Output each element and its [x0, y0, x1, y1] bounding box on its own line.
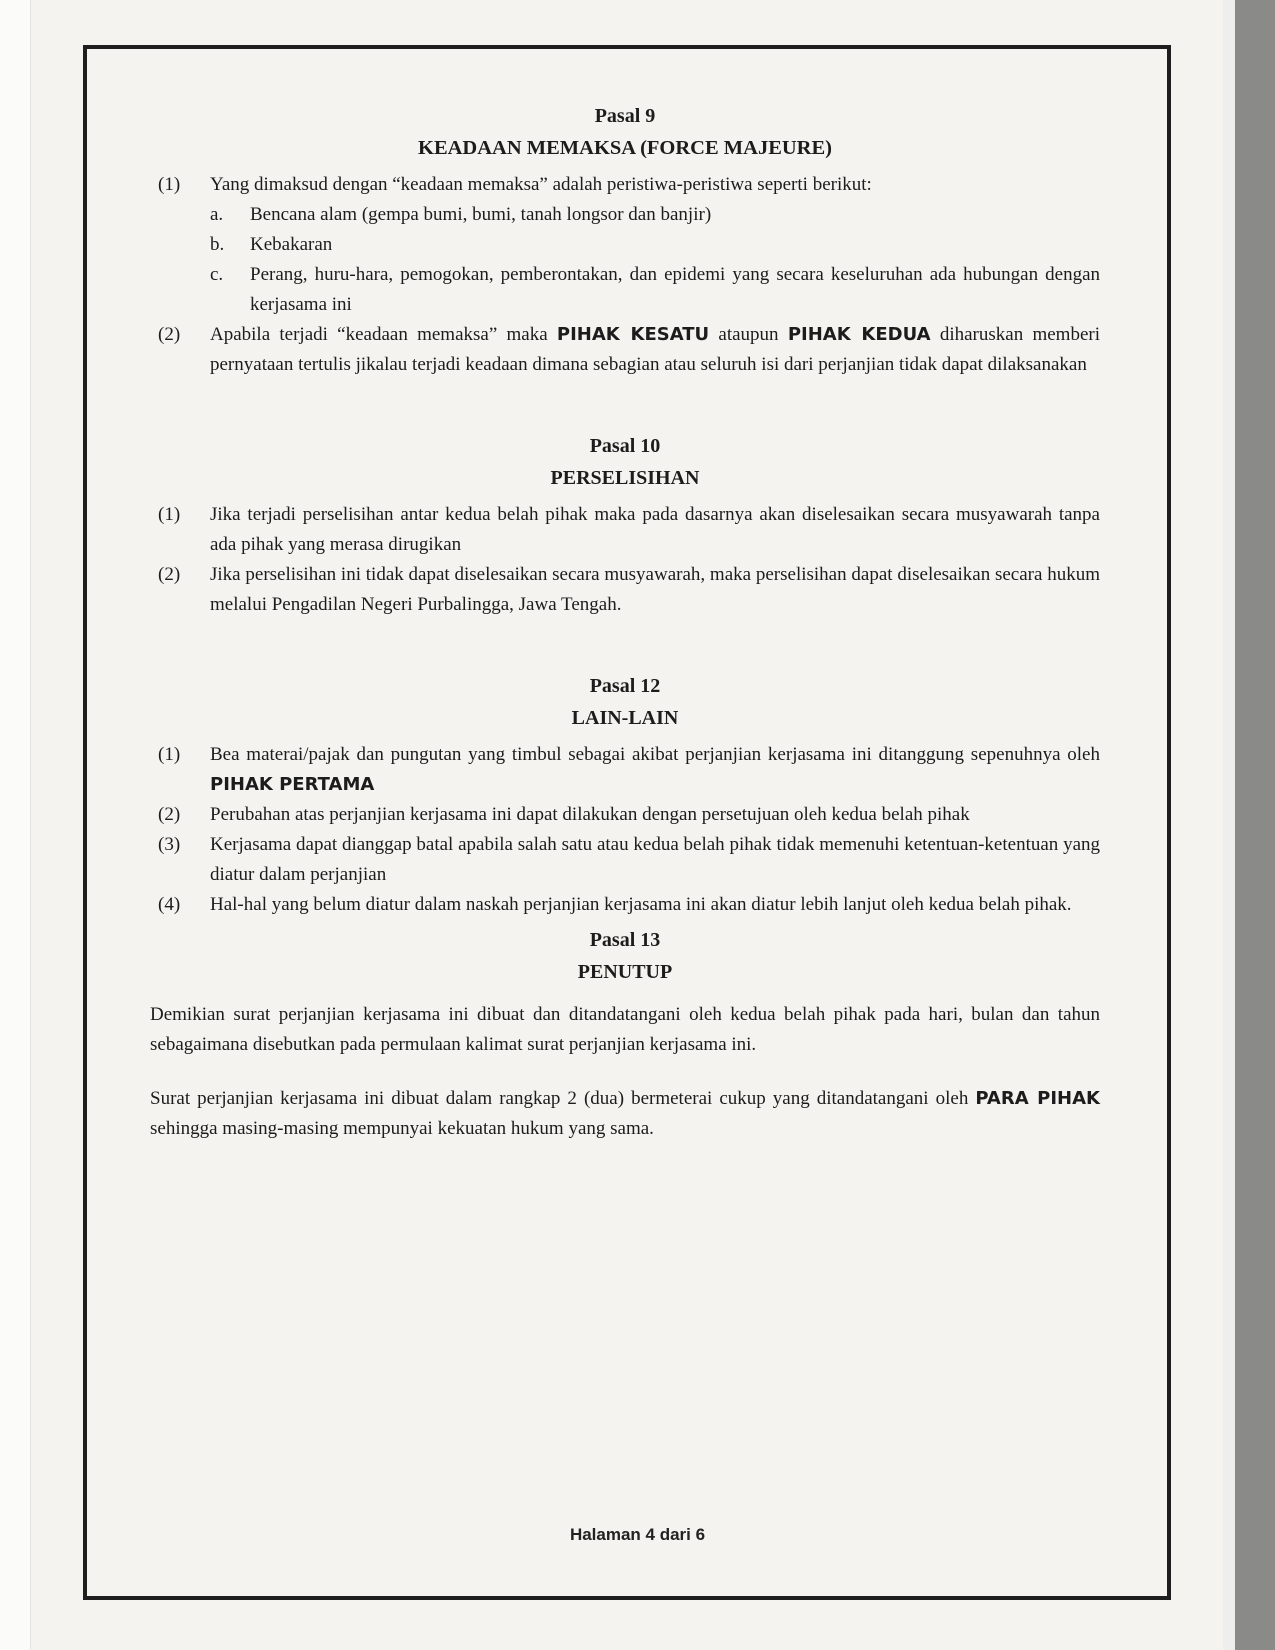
sub-letter: b. — [210, 234, 225, 255]
pasal-10-items — [150, 500, 1100, 620]
pasal-12-item-2 — [150, 800, 1100, 830]
closing-paragraph-1: Demikian surat perjanjian kerjasama ini dibuat dan ditandatangani oleh kedua belah pihak pada hari, bulan dan tahun sebagaimana disebutkan pada permulaan kalimat surat perjanjian kerjasama ini. — [150, 1004, 1100, 1055]
item-number: (2) — [158, 564, 181, 585]
sub-letter: c. — [210, 264, 224, 285]
item-text: Yang dimaksud dengan “keadaan memaksa” adalah peristiwa-peristiwa seperti berikut: — [210, 174, 872, 195]
pasal-12-item-4 — [150, 890, 1100, 920]
item-number: (3) — [158, 834, 181, 855]
pasal-9-sub-c — [210, 260, 1100, 320]
item-text-part: ataupun — [709, 324, 788, 345]
item-text-part: diharuskan memberi pernyataan tertulis jikalau terjadi keadaan dimana sebagian atau seluruh isi dari perjanjian tidak dapat dilaksanakan — [210, 324, 1100, 375]
item-text: Jika terjadi perselisihan antar kedua belah pihak maka pada dasarnya akan diselesaikan secara musyawarah tanpa ada pihak yang merasa dirugikan — [210, 504, 1100, 555]
item-text-part: Bea materai/pajak dan pungutan yang timbul sebagai akibat perjanjian kerjasama ini ditanggung sepenuhnya oleh — [210, 744, 1100, 765]
item-text: Perubahan atas perjanjian kerjasama ini dapat dilakukan dengan persetujuan oleh kedua belah pihak — [210, 804, 970, 825]
item-text: Hal-hal yang belum diatur dalam naskah perjanjian kerjasama ini akan diatur lebih lanjut oleh kedua belah pihak. — [210, 894, 1072, 915]
item-text — [210, 320, 1100, 380]
item-text-part: Apabila terjadi “keadaan memaksa” maka — [210, 324, 557, 345]
section-pasal-9 — [150, 100, 1100, 380]
item-number: (2) — [158, 324, 181, 345]
page-number: Halaman 4 dari 6 — [569, 1525, 706, 1544]
pasal-9-item-2 — [150, 320, 1100, 380]
sub-text: Perang, huru-hara, pemogokan, pemberontakan, dan epidemi yang secara keseluruhan ada hubungan dengan kerjasama ini — [250, 264, 1100, 315]
sub-text: Bencana alam (gempa bumi, bumi, tanah longsor dan banjir) — [250, 204, 712, 225]
party-name: PIHAK KESATU — [556, 324, 710, 345]
item-text: Kerjasama dapat dianggap batal apabila salah satu atau kedua belah pihak tidak memenuhi ketentuan-ketentuan yang diatur dalam perjanjian — [210, 834, 1100, 885]
pasal-12-item-1 — [150, 740, 1100, 800]
pasal-12-items — [150, 740, 1100, 920]
section-pasal-10 — [150, 430, 1100, 620]
item-number: (1) — [158, 744, 181, 765]
sub-letter: a. — [210, 204, 224, 225]
pasal-12-title: Pasal 12 — [589, 675, 661, 697]
scan-edge-left — [0, 0, 31, 1650]
section-pasal-13 — [150, 924, 1100, 1144]
item-text: Jika perselisihan ini tidak dapat diselesaikan secara musyawarah, maka perselisihan dapat diselesaikan secara hukum melalui Pengadilan Negeri Purbalingga, Jawa Tengah. — [210, 564, 1100, 615]
pasal-9-items — [150, 170, 1100, 380]
pasal-10-subtitle: PERSELISIHAN — [550, 467, 700, 489]
pasal-10-item-1 — [150, 500, 1100, 560]
item-number: (1) — [158, 504, 181, 525]
item-number: (2) — [158, 804, 181, 825]
paragraph-text-part: sehingga masing-masing mempunyai kekuatan hukum yang sama. — [150, 1118, 654, 1139]
pasal-13-subtitle: PENUTUP — [577, 961, 673, 983]
pasal-9-item-1 — [150, 170, 1100, 200]
item-number: (1) — [158, 174, 181, 195]
pasal-10-item-2 — [150, 560, 1100, 620]
paragraph-text-part: Surat perjanjian kerjasama ini dibuat dalam rangkap 2 (dua) bermeterai cukup yang ditandatangani oleh — [150, 1088, 976, 1109]
pasal-9-subtitle: KEADAAN MEMAKSA (FORCE MAJEURE) — [418, 137, 832, 159]
party-name: PARA PIHAK — [975, 1088, 1100, 1109]
pasal-10-title: Pasal 10 — [589, 435, 661, 457]
section-pasal-12 — [150, 670, 1100, 920]
item-number: (4) — [158, 894, 181, 915]
party-name: PIHAK KEDUA — [787, 324, 931, 345]
item-text — [210, 740, 1100, 800]
pasal-12-item-3 — [150, 830, 1100, 890]
sub-text: Kebakaran — [250, 234, 333, 255]
party-name: PIHAK PERTAMA — [210, 774, 375, 795]
scan-edge-right-inner — [1223, 0, 1235, 1650]
pasal-9-title: Pasal 9 — [594, 105, 656, 127]
closing-paragraph-2 — [150, 1084, 1100, 1144]
pasal-13-title: Pasal 13 — [589, 929, 661, 951]
pasal-9-sub-b — [210, 230, 1100, 260]
pasal-9-sub-a — [210, 200, 1100, 230]
scan-edge-right — [1235, 0, 1275, 1650]
document-body — [150, 100, 1100, 1144]
pasal-12-subtitle: LAIN-LAIN — [571, 707, 679, 729]
